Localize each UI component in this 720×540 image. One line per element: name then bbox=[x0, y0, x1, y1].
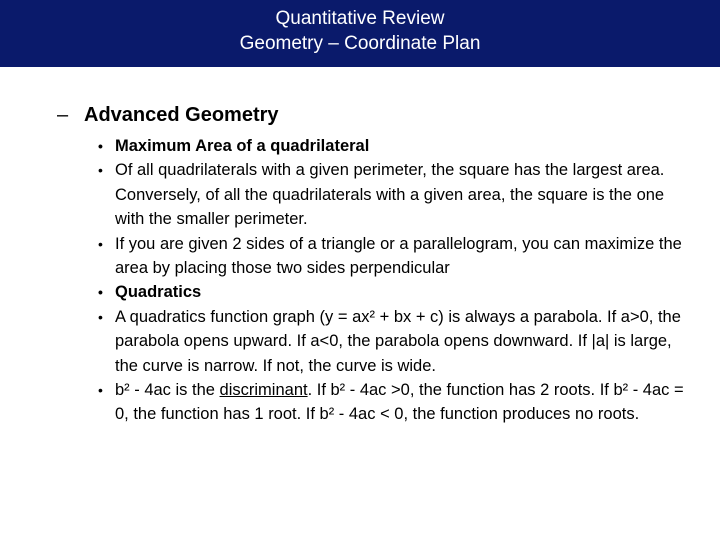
bullet-icon: • bbox=[98, 235, 103, 252]
bullet-item-discriminant bbox=[98, 378, 698, 427]
bullet-icon: • bbox=[98, 284, 103, 301]
slide-header bbox=[0, 0, 720, 67]
slide-title-line-1: Quantitative Review bbox=[275, 8, 445, 29]
section-dash: – bbox=[57, 104, 69, 126]
bullet-icon: • bbox=[98, 308, 103, 325]
bullet-text: If you are given 2 sides of a triangle or a parallelogram, you can maximize the area by placing those two sides perpendicular bbox=[115, 234, 682, 278]
bullet-icon: • bbox=[98, 382, 103, 399]
section-heading bbox=[57, 101, 697, 129]
bullet-item-perimeter bbox=[98, 158, 698, 231]
bullet-text: Quadratics bbox=[115, 283, 202, 302]
bullet-item-perpendicular bbox=[98, 232, 698, 281]
slide-title-line-2: Geometry – Coordinate Plan bbox=[239, 33, 481, 54]
bullet-icon: • bbox=[98, 162, 103, 179]
bullet-text: Maximum Area of a quadrilateral bbox=[115, 137, 370, 155]
bullet-text: A quadratics function graph (y = ax² + bx + c) is always a parabola. If a>0, the parabola opens upward. If a<0, the parabola opens downward. If |a| is large, the curve is narrow. If not, the curve is wide. bbox=[115, 307, 681, 375]
section-title: Advanced Geometry bbox=[84, 104, 279, 126]
discriminant-term: discriminant bbox=[219, 381, 308, 400]
bullet-text-pre: b² - 4ac is the bbox=[115, 381, 220, 400]
bullet-icon: • bbox=[98, 138, 103, 154]
bullet-text-post: . If b² - 4ac >0, the function has 2 roots. If b² - 4ac = 0, the function has 1 root. If b² - 4ac < 0, the function produces no roots. bbox=[115, 381, 684, 424]
bullet-list bbox=[98, 134, 698, 427]
bullet-text: Of all quadrilaterals with a given perimeter, the square has the largest area. Conversely, of all the quadrilaterals with a given area, the square is the one with the smaller perimeter. bbox=[115, 161, 665, 229]
bullet-item-parabola bbox=[98, 305, 698, 378]
bullet-item-quadratics bbox=[98, 280, 698, 304]
bullet-item-max-area bbox=[98, 134, 698, 158]
